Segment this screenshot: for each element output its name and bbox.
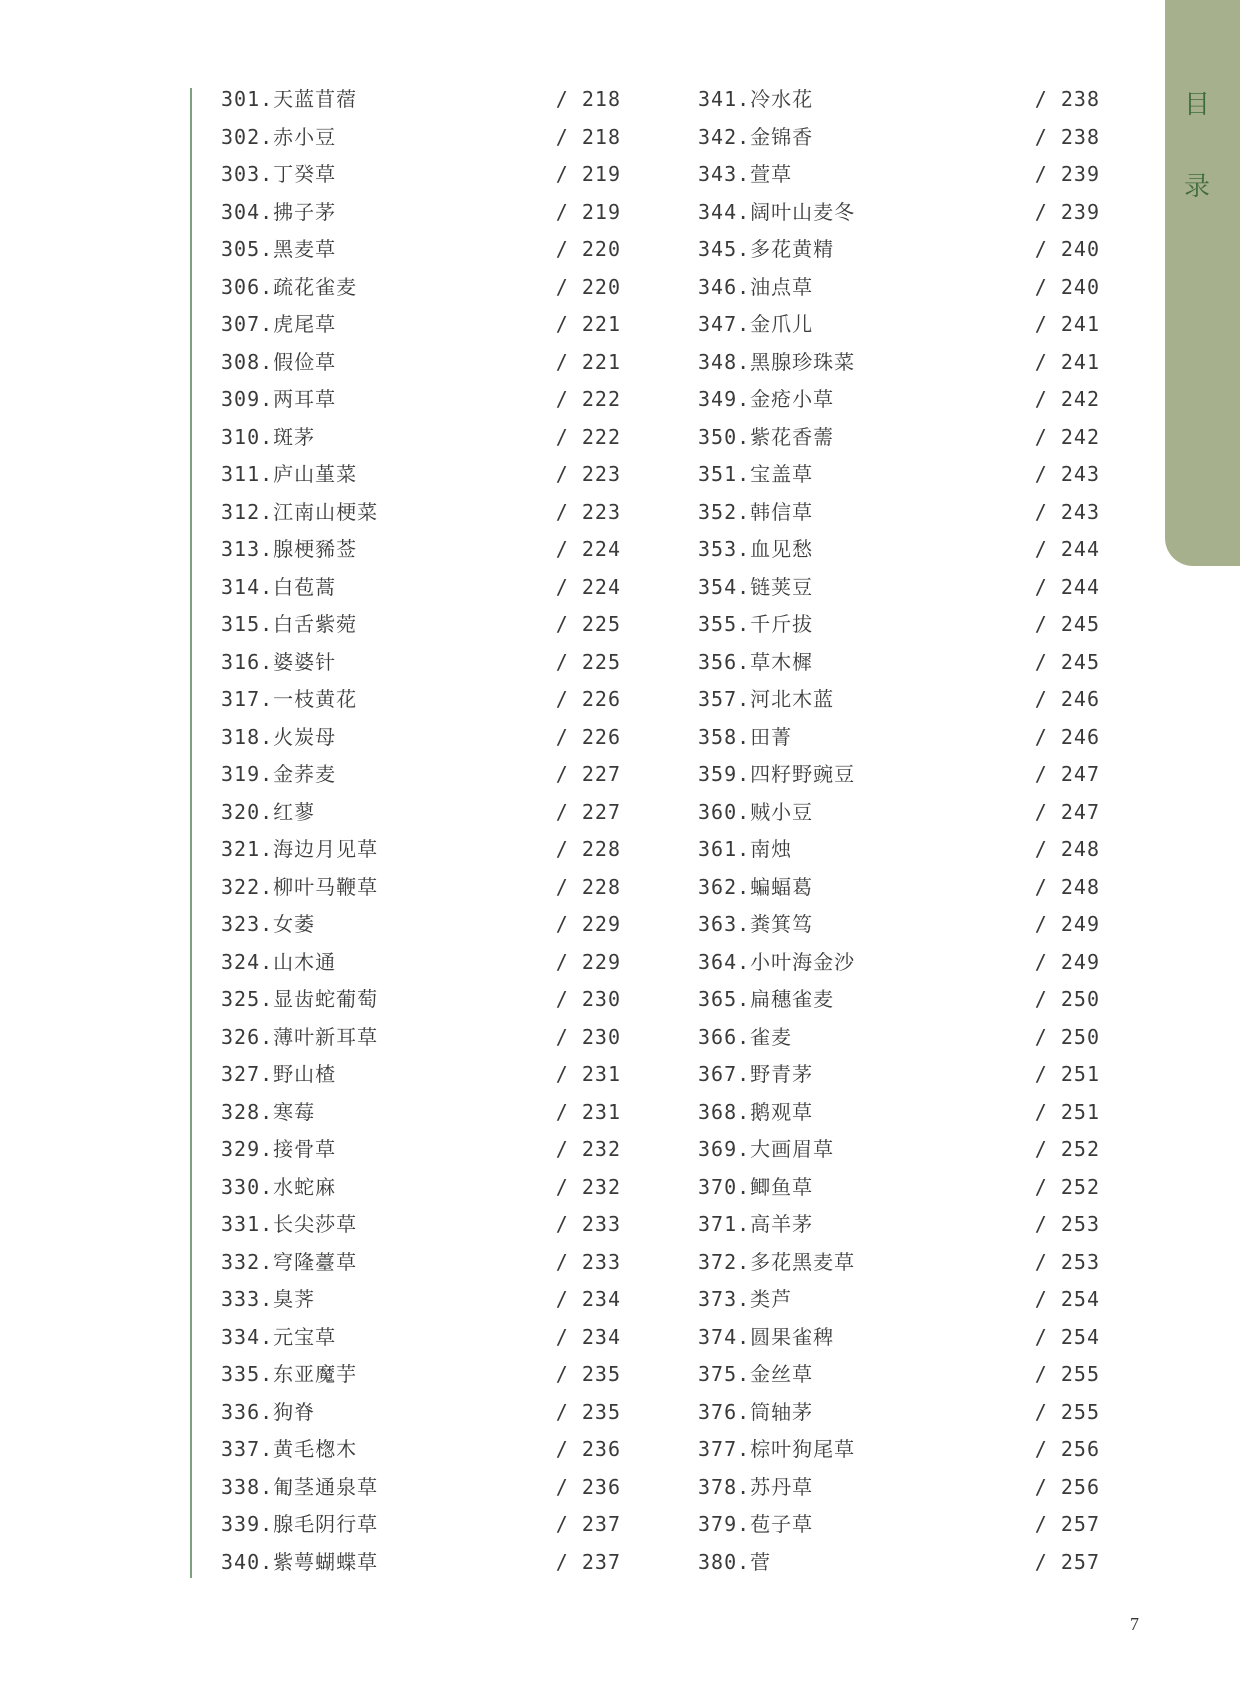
toc-entry-title: 303.丁癸草 — [221, 162, 337, 186]
toc-entry[interactable] — [221, 531, 621, 569]
toc-entry[interactable] — [221, 1206, 621, 1244]
toc-entry-title: 365.扁穗雀麦 — [698, 987, 835, 1011]
toc-entry-title: 346.油点草 — [698, 274, 814, 299]
toc-entry[interactable] — [698, 456, 1100, 494]
toc-entry-title: 334.元宝草 — [221, 1324, 337, 1349]
toc-entry-title: 321.海边月见草 — [221, 837, 379, 861]
toc-entry-title: 312.江南山梗菜 — [221, 499, 379, 524]
toc-entry-page: / 255 — [1034, 1362, 1100, 1386]
toc-entry[interactable] — [698, 1056, 1100, 1094]
toc-entry[interactable] — [221, 944, 621, 982]
toc-entry-page: / 235 — [555, 1399, 621, 1424]
toc-entry-page: / 237 — [555, 1512, 621, 1536]
toc-entry[interactable] — [221, 456, 621, 494]
toc-entry-page: / 218 — [555, 124, 621, 149]
section-tab — [1165, 0, 1240, 566]
toc-entry-title: 375.金丝草 — [698, 1362, 814, 1386]
toc-entry-page: / 253 — [1034, 1212, 1100, 1236]
toc-entry[interactable] — [221, 1356, 621, 1394]
toc-entry-page: / 227 — [555, 799, 621, 824]
toc-entry[interactable] — [221, 419, 621, 457]
toc-entry[interactable] — [221, 1094, 621, 1132]
toc-entry[interactable] — [221, 1319, 621, 1357]
toc-entry-title: 318.火炭母 — [221, 724, 337, 749]
toc-entry-title: 316.婆婆针 — [221, 649, 337, 674]
toc-entry[interactable] — [698, 1131, 1100, 1169]
toc-entry-title: 371.高羊茅 — [698, 1212, 814, 1236]
toc-entry-title: 310.斑茅 — [221, 424, 316, 449]
toc-entry[interactable] — [221, 569, 621, 607]
toc-entry-page: / 232 — [555, 1137, 621, 1161]
toc-entry-title: 357.河北木蓝 — [698, 687, 835, 711]
toc-entry[interactable] — [698, 119, 1100, 157]
toc-entry-title: 338.匍茎通泉草 — [221, 1474, 379, 1499]
toc-entry-page: / 256 — [1034, 1474, 1100, 1499]
toc-entry[interactable] — [221, 606, 621, 644]
toc-entry-page: / 236 — [555, 1474, 621, 1499]
toc-entry[interactable] — [698, 1094, 1100, 1132]
toc-entry-page: / 223 — [555, 499, 621, 524]
toc-entry-page: / 226 — [555, 724, 621, 749]
toc-entry-title: 356.草木樨 — [698, 649, 814, 674]
toc-entry[interactable] — [698, 756, 1100, 794]
left-vertical-rule — [190, 88, 192, 1578]
toc-entry-page: / 223 — [555, 462, 621, 486]
toc-entry-title: 301.天蓝苜蓿 — [221, 87, 358, 111]
toc-entry[interactable] — [221, 344, 621, 382]
toc-entry-page: / 256 — [1034, 1437, 1100, 1461]
toc-entry-title: 373.类芦 — [698, 1287, 793, 1311]
toc-entry-title: 345.多花黄精 — [698, 237, 835, 261]
toc-entry[interactable] — [698, 1544, 1100, 1582]
toc-entry-page: / 253 — [1034, 1249, 1100, 1274]
toc-entry-title: 320.红蓼 — [221, 799, 316, 824]
toc-entry[interactable] — [698, 944, 1100, 982]
toc-entry-title: 359.四籽野豌豆 — [698, 762, 856, 786]
toc-entry-title: 308.假俭草 — [221, 349, 337, 374]
toc-entry[interactable] — [221, 194, 621, 232]
toc-entry-title: 363.粪箕笃 — [698, 912, 814, 936]
toc-entry-title: 362.蝙蝠葛 — [698, 874, 814, 899]
toc-entry-page: / 227 — [555, 762, 621, 786]
toc-entry-title: 351.宝盖草 — [698, 462, 814, 486]
toc-entry-title: 313.腺梗豨莶 — [221, 537, 358, 561]
toc-entry-title: 341.冷水花 — [698, 87, 814, 111]
toc-entry-page: / 238 — [1034, 87, 1100, 111]
toc-entry[interactable] — [698, 681, 1100, 719]
toc-entry-page: / 226 — [555, 687, 621, 711]
toc-entry-title: 353.血见愁 — [698, 537, 814, 561]
toc-entry-title: 358.田菁 — [698, 724, 793, 749]
toc-entry-page: / 242 — [1034, 424, 1100, 449]
toc-entry-title: 314.白苞蒿 — [221, 574, 337, 599]
toc-entry-title: 370.鲫鱼草 — [698, 1174, 814, 1199]
toc-entry-page: / 230 — [555, 1024, 621, 1049]
toc-entry-page: / 242 — [1034, 387, 1100, 411]
toc-entry-page: / 251 — [1034, 1062, 1100, 1086]
toc-entry-title: 311.庐山堇菜 — [221, 462, 358, 486]
toc-entry[interactable] — [698, 831, 1100, 869]
toc-entry[interactable] — [698, 231, 1100, 269]
toc-entry-page: / 233 — [555, 1249, 621, 1274]
toc-entry-page: / 241 — [1034, 312, 1100, 336]
toc-entry-title: 325.显齿蛇葡萄 — [221, 987, 379, 1011]
toc-entry-title: 323.女萎 — [221, 912, 316, 936]
toc-entry[interactable] — [221, 906, 621, 944]
toc-entry-page: / 234 — [555, 1287, 621, 1311]
toc-entry-title: 361.南烛 — [698, 837, 793, 861]
toc-entry-title: 378.苏丹草 — [698, 1474, 814, 1499]
toc-entry-title: 327.野山楂 — [221, 1062, 337, 1086]
toc-entry-page: / 224 — [555, 574, 621, 599]
toc-entry[interactable] — [698, 719, 1100, 757]
toc-entry[interactable] — [221, 1019, 621, 1057]
toc-entry-page: / 231 — [555, 1062, 621, 1086]
toc-entry[interactable] — [698, 381, 1100, 419]
toc-column-left — [221, 81, 621, 1581]
toc-entry-page: / 221 — [555, 349, 621, 374]
toc-entry-title: 322.柳叶马鞭草 — [221, 874, 379, 899]
toc-entry-page: / 238 — [1034, 124, 1100, 149]
toc-entry-page: / 220 — [555, 237, 621, 261]
toc-entry[interactable] — [698, 1394, 1100, 1432]
toc-entry-page: / 248 — [1034, 837, 1100, 861]
section-tab-char-2: 录 — [1183, 172, 1210, 202]
toc-entry-page: / 245 — [1034, 612, 1100, 636]
toc-entry-title: 330.水蛇麻 — [221, 1174, 337, 1199]
toc-entry[interactable] — [221, 1056, 621, 1094]
page-number: 7 — [1130, 1614, 1139, 1634]
toc-entry-page: / 234 — [555, 1324, 621, 1349]
toc-entry-title: 380.菅 — [698, 1549, 772, 1574]
toc-entry[interactable] — [221, 869, 621, 907]
toc-entry[interactable] — [698, 1319, 1100, 1357]
toc-entry-title: 332.穹隆薹草 — [221, 1249, 358, 1274]
toc-entry-title: 302.赤小豆 — [221, 124, 337, 149]
toc-entry[interactable] — [698, 981, 1100, 1019]
section-tab-char-1: 目 — [1183, 90, 1210, 120]
toc-entry-title: 354.链荚豆 — [698, 574, 814, 599]
toc-entry[interactable] — [698, 1469, 1100, 1507]
toc-entry-title: 342.金锦香 — [698, 124, 814, 149]
toc-entry[interactable] — [221, 794, 621, 832]
toc-entry-page: / 243 — [1034, 499, 1100, 524]
toc-entry[interactable] — [221, 719, 621, 757]
toc-entry[interactable] — [221, 119, 621, 157]
toc-entry-page: / 236 — [555, 1437, 621, 1461]
toc-entry-title: 331.长尖莎草 — [221, 1212, 358, 1236]
toc-entry-page: / 244 — [1034, 537, 1100, 561]
toc-entry-title: 328.寒莓 — [221, 1099, 316, 1124]
toc-entry[interactable] — [698, 156, 1100, 194]
toc-entry-title: 367.野青茅 — [698, 1062, 814, 1086]
toc-entry-title: 372.多花黑麦草 — [698, 1249, 856, 1274]
toc-entry-page: / 230 — [555, 987, 621, 1011]
toc-entry[interactable] — [221, 306, 621, 344]
toc-entry-page: / 220 — [555, 274, 621, 299]
toc-entry[interactable] — [221, 1394, 621, 1432]
toc-entry-title: 350.紫花香薷 — [698, 424, 835, 449]
toc-entry-title: 364.小叶海金沙 — [698, 949, 856, 974]
toc-entry-page: / 252 — [1034, 1137, 1100, 1161]
toc-entry-page: / 244 — [1034, 574, 1100, 599]
toc-entry-title: 309.两耳草 — [221, 387, 337, 411]
toc-entry[interactable] — [221, 681, 621, 719]
toc-entry-page: / 241 — [1034, 349, 1100, 374]
toc-entry[interactable] — [698, 906, 1100, 944]
toc-entry-page: / 228 — [555, 837, 621, 861]
toc-entry-title: 307.虎尾草 — [221, 312, 337, 336]
toc-entry-title: 324.山木通 — [221, 949, 337, 974]
toc-entry[interactable] — [221, 1281, 621, 1319]
toc-entry-page: / 245 — [1034, 649, 1100, 674]
toc-entry[interactable] — [698, 194, 1100, 232]
toc-entry-page: / 228 — [555, 874, 621, 899]
toc-entry[interactable] — [698, 794, 1100, 832]
toc-entry-title: 339.腺毛阴行草 — [221, 1512, 379, 1536]
toc-column-right — [698, 81, 1100, 1581]
toc-entry-page: / 243 — [1034, 462, 1100, 486]
toc-entry-title: 340.紫萼蝴蝶草 — [221, 1549, 379, 1574]
toc-entry[interactable] — [698, 569, 1100, 607]
toc-entry-page: / 219 — [555, 162, 621, 186]
toc-entry-page: / 237 — [555, 1549, 621, 1574]
toc-entry-title: 349.金疮小草 — [698, 387, 835, 411]
toc-entry[interactable] — [221, 156, 621, 194]
toc-entry-page: / 233 — [555, 1212, 621, 1236]
toc-entry-page: / 225 — [555, 649, 621, 674]
toc-entry-title: 348.黑腺珍珠菜 — [698, 349, 856, 374]
toc-entry-title: 369.大画眉草 — [698, 1137, 835, 1161]
toc-entry-page: / 232 — [555, 1174, 621, 1199]
toc-entry-page: / 251 — [1034, 1099, 1100, 1124]
toc-entry[interactable] — [698, 494, 1100, 532]
toc-entry-title: 374.圆果雀稗 — [698, 1324, 835, 1349]
toc-entry-title: 337.黄毛楤木 — [221, 1437, 358, 1461]
toc-entry-page: / 255 — [1034, 1399, 1100, 1424]
toc-entry-title: 305.黑麦草 — [221, 237, 337, 261]
toc-entry-page: / 250 — [1034, 987, 1100, 1011]
toc-entry-page: / 249 — [1034, 912, 1100, 936]
toc-entry[interactable] — [698, 1169, 1100, 1207]
toc-entry-title: 379.苞子草 — [698, 1512, 814, 1536]
toc-entry-page: / 246 — [1034, 724, 1100, 749]
toc-entry[interactable] — [221, 1544, 621, 1582]
toc-entry[interactable] — [698, 1431, 1100, 1469]
toc-entry-page: / 229 — [555, 912, 621, 936]
toc-entry[interactable] — [221, 494, 621, 532]
toc-entry[interactable] — [698, 869, 1100, 907]
toc-entry[interactable] — [698, 1356, 1100, 1394]
toc-entry-title: 335.东亚魔芋 — [221, 1362, 358, 1386]
toc-entry[interactable] — [698, 81, 1100, 119]
toc-entry-page: / 257 — [1034, 1549, 1100, 1574]
toc-entry-page: / 252 — [1034, 1174, 1100, 1199]
toc-entry[interactable] — [698, 344, 1100, 382]
toc-entry[interactable] — [698, 531, 1100, 569]
toc-entry-title: 304.拂子茅 — [221, 199, 337, 224]
toc-entry-page: / 225 — [555, 612, 621, 636]
toc-entry[interactable] — [221, 981, 621, 1019]
toc-entry-title: 377.棕叶狗尾草 — [698, 1437, 856, 1461]
toc-entry-title: 376.筒轴茅 — [698, 1399, 814, 1424]
toc-entry-title: 368.鹅观草 — [698, 1099, 814, 1124]
toc-entry-title: 319.金荞麦 — [221, 762, 337, 786]
toc-entry[interactable] — [221, 381, 621, 419]
toc-entry[interactable] — [221, 1169, 621, 1207]
toc-entry-page: / 218 — [555, 87, 621, 111]
toc-entry-page: / 257 — [1034, 1512, 1100, 1536]
toc-entry[interactable] — [698, 1244, 1100, 1282]
toc-entry-page: / 246 — [1034, 687, 1100, 711]
toc-entry-page: / 254 — [1034, 1324, 1100, 1349]
toc-entry-title: 317.一枝黄花 — [221, 687, 358, 711]
toc-entry-page: / 222 — [555, 424, 621, 449]
toc-entry-page: / 240 — [1034, 237, 1100, 261]
toc-entry-title: 306.疏花雀麦 — [221, 274, 358, 299]
toc-entry[interactable] — [698, 306, 1100, 344]
toc-entry-title: 326.薄叶新耳草 — [221, 1024, 379, 1049]
toc-entry-page: / 239 — [1034, 162, 1100, 186]
toc-entry-page: / 250 — [1034, 1024, 1100, 1049]
toc-entry-title: 360.贼小豆 — [698, 799, 814, 824]
toc-entry[interactable] — [221, 831, 621, 869]
toc-entry-title: 347.金爪儿 — [698, 312, 814, 336]
toc-entry-title: 344.阔叶山麦冬 — [698, 199, 856, 224]
toc-entry-title: 333.臭荠 — [221, 1287, 316, 1311]
toc-entry-page: / 229 — [555, 949, 621, 974]
toc-entry-page: / 222 — [555, 387, 621, 411]
toc-entry-page: / 247 — [1034, 762, 1100, 786]
toc-entry-page: / 240 — [1034, 274, 1100, 299]
toc-entry-title: 336.狗脊 — [221, 1399, 316, 1424]
toc-entry-title: 352.韩信草 — [698, 499, 814, 524]
toc-entry-page: / 219 — [555, 199, 621, 224]
toc-entry[interactable] — [698, 1281, 1100, 1319]
toc-entry[interactable] — [698, 1206, 1100, 1244]
toc-entry[interactable] — [698, 644, 1100, 682]
toc-entry-title: 329.接骨草 — [221, 1137, 337, 1161]
toc-entry-title: 315.白舌紫菀 — [221, 612, 358, 636]
toc-entry[interactable] — [698, 419, 1100, 457]
toc-entry[interactable] — [221, 269, 621, 307]
toc-entry[interactable] — [698, 1506, 1100, 1544]
toc-entry-page: / 231 — [555, 1099, 621, 1124]
toc-entry-title: 355.千斤拔 — [698, 612, 814, 636]
toc-entry[interactable] — [698, 269, 1100, 307]
toc-entry-page: / 224 — [555, 537, 621, 561]
toc-entry-page: / 235 — [555, 1362, 621, 1386]
toc-entry-page: / 254 — [1034, 1287, 1100, 1311]
toc-entry-page: / 247 — [1034, 799, 1100, 824]
toc-entry-page: / 249 — [1034, 949, 1100, 974]
toc-entry[interactable] — [221, 756, 621, 794]
toc-entry[interactable] — [221, 81, 621, 119]
toc-entry-page: / 221 — [555, 312, 621, 336]
toc-entry[interactable] — [221, 644, 621, 682]
toc-entry[interactable] — [221, 1506, 621, 1544]
toc-entry-page: / 248 — [1034, 874, 1100, 899]
toc-entry[interactable] — [221, 1244, 621, 1282]
toc-entry[interactable] — [221, 1469, 621, 1507]
toc-entry[interactable] — [698, 606, 1100, 644]
toc-entry-page: / 239 — [1034, 199, 1100, 224]
toc-entry[interactable] — [698, 1019, 1100, 1057]
toc-entry[interactable] — [221, 231, 621, 269]
toc-entry[interactable] — [221, 1431, 621, 1469]
toc-entry[interactable] — [221, 1131, 621, 1169]
toc-entry-title: 343.萱草 — [698, 162, 793, 186]
toc-entry-title: 366.雀麦 — [698, 1024, 793, 1049]
